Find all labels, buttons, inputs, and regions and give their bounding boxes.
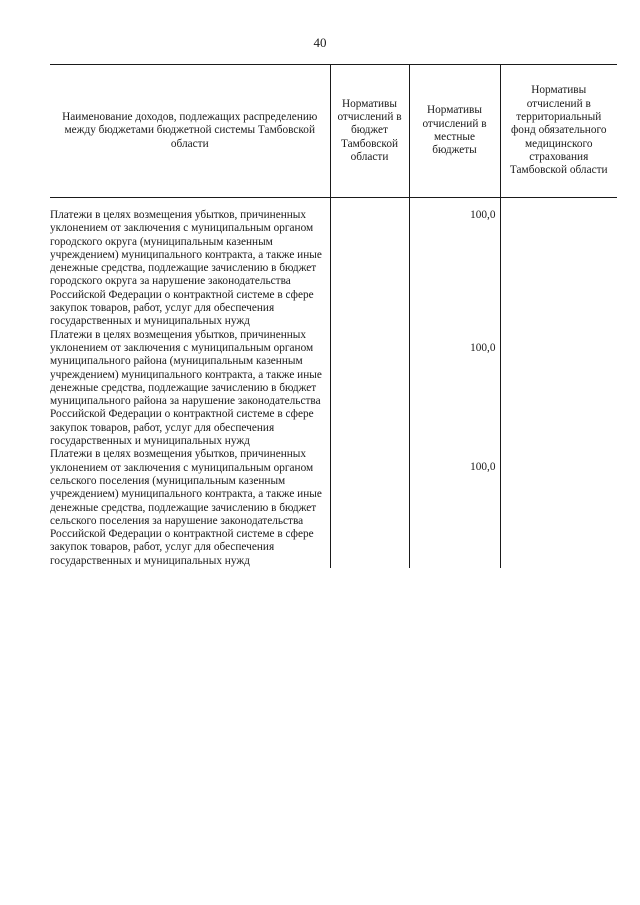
regional-budget-cell	[330, 198, 409, 329]
header-regional-budget: Нормативы отчислений в бюджет Тамбовской области	[330, 65, 409, 198]
revenue-name-cell: Платежи в целях возмещения убытков, причиненных уклонением от заключения с муниципальным органом городского округа (муниципальным казенным учреждением) муниципального контракта, а также иные денежные средства, подлежащие зачислению в бюджет городского округа за нарушение законодательства Российской Федерации о контрактной системе в сфере закупок товаров, работ, услуг для обеспечения государственных и муниципальных нужд	[50, 209, 322, 328]
local-budgets-cell: 100,0	[409, 329, 500, 449]
header-revenue-name: Наименование доходов, подлежащих распределению между бюджетами бюджетной системы Тамбовской области	[50, 65, 330, 198]
header-local-budgets: Нормативы отчислений в местные бюджеты	[409, 65, 500, 198]
page-number: 40	[313, 35, 327, 50]
table-header	[50, 65, 617, 198]
table-row	[50, 448, 617, 568]
medical-fund-cell	[500, 329, 617, 449]
regional-budget-cell	[330, 448, 409, 568]
medical-fund-cell	[500, 448, 617, 568]
local-budgets-cell: 100,0	[409, 198, 500, 329]
local-budgets-cell: 100,0	[409, 448, 500, 568]
revenue-name-cell: Платежи в целях возмещения убытков, причиненных уклонением от заключения с муниципальным органом сельского поселения (муниципальным казенным учреждением) муниципального контракта, а также иные денежные средства, подлежащие зачислению в бюджет сельского поселения за нарушение законодательства Российской Федерации о контрактной системе в сфере закупок товаров, работ, услуг для обеспечения государственных и муниципальных нужд	[50, 448, 322, 567]
header-medical-insurance-fund: Нормативы отчислений в территориальный фонд обязательного медицинского страхования Тамбовской области	[500, 65, 617, 198]
header-row	[50, 65, 617, 198]
table-row	[50, 198, 617, 329]
medical-fund-cell	[500, 198, 617, 329]
revenue-name-cell: Платежи в целях возмещения убытков, причиненных уклонением от заключения с муниципальным органом муниципального района (муниципальным казенным учреждением) муниципального контракта, а также иные денежные средства, подлежащие зачислению в бюджет муниципального района за нарушение законодательства Российской Федерации о контрактной системе в сфере закупок товаров, работ, услуг для обеспечения государственных и муниципальных нужд	[50, 328, 322, 448]
table-row	[50, 329, 617, 449]
revenue-distribution-table	[50, 64, 617, 568]
regional-budget-cell	[330, 329, 409, 449]
table-body	[50, 198, 617, 569]
